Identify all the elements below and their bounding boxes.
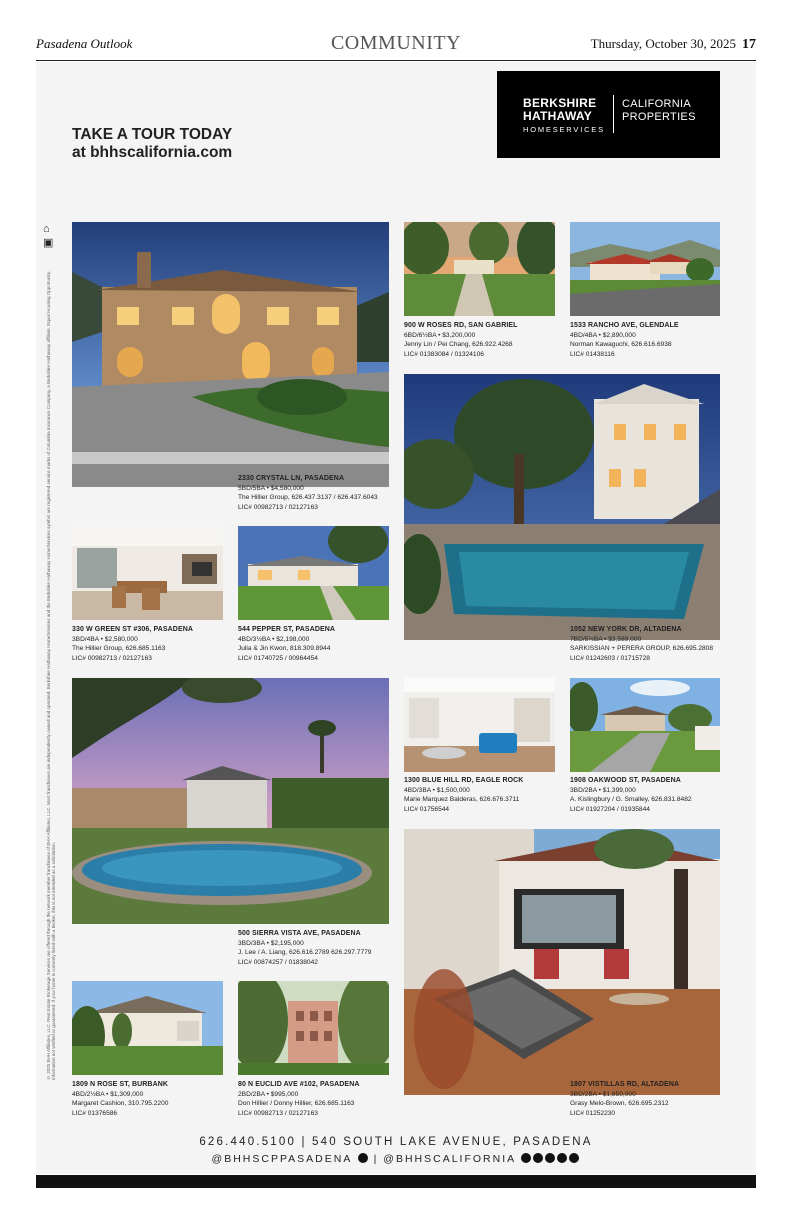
equal-housing-icon: ⌂ ▣ [43,223,54,249]
listing-specs: 4BD/3BA • $1,500,000 [404,786,470,794]
listing-agent: Norman Kawaguchi, 626.616.6938 [570,341,672,348]
pinterest-icon[interactable] [557,1153,567,1163]
listing-agent: A. Kislingbury / G. Smalley, 626.831.8482 [570,796,692,803]
legal-disclaimer [42,222,58,1082]
listing-caption [570,1080,679,1118]
listing-agent: Julia & Jin Kwon, 818.309.8944 [238,645,331,652]
listing-agent: Marie Marquez Balderas, 626.676.3711 [404,796,520,803]
listing-specs: 5BD/5BA • $4,580,000 [238,484,304,492]
social-handles [36,1153,756,1165]
listing-agent: Grasy Melo-Brown, 626.695.2312 [570,1100,669,1107]
listing-license: LIC# 00874257 / 01838042 [238,958,318,966]
listing-address: 330 W GREEN ST #306, PASADENA [72,626,194,633]
listing-address: 1300 BLUE HILL RD, EAGLE ROCK [404,777,524,784]
tour-callout [72,126,232,162]
disclaimer-text: © 2025 BHH Affiliates, LLC. Real Estate Brokerage Services are offered through the network member franchisees of BHH Affiliates, LLC. Most franchisees are independently owned and operated. Berkshire Hathaway HomeServices and the Berkshire Hathaway HomeServices symbol are registered service marks of Columbia Insurance Company, a Berkshire Hathaway affiliate. Equal Housing Opportunity. Information not verified or guaranteed. If your home is currently listed with a Broker, this is not intended as a solicitation. [46,271,56,1080]
listing-caption [238,1080,360,1118]
section-title: COMMUNITY [330,32,462,54]
logo-wordmark [523,97,605,136]
listing-license: LIC# 01252230 [570,1109,616,1117]
listing-caption [404,776,523,814]
listing-caption [238,474,378,512]
logo-line-1: BERKSHIRE [523,96,597,110]
handle-separator: | [373,1153,379,1165]
listing-caption [404,321,518,359]
listing-photo-crystal-ln[interactable] [72,222,389,487]
listing-license: LIC# 01376586 [72,1109,118,1117]
header-rule [36,60,756,61]
listing-license: LIC# 01438116 [570,350,615,358]
social-handle-california[interactable]: @BHHSCALIFORNIA [383,1153,516,1165]
listing-agent: Jenny Lin / Pei Chang, 626.922.4268 [404,341,513,348]
listing-specs: 6BD/6½BA • $3,200,000 [404,331,476,339]
listing-address: 80 N EUCLID AVE #102, PASADENA [238,1081,360,1088]
listing-photo-pepper-st[interactable] [238,526,389,620]
listing-specs: 4BD/3½BA • $2,198,000 [238,635,310,643]
listing-license: LIC# 01242603 / 01715728 [570,654,650,662]
listing-address: 1908 OAKWOOD ST, PASADENA [570,777,681,784]
listing-address: 544 PEPPER ST, PASADENA [238,626,336,633]
listing-address: 900 W ROSES RD, SAN GABRIEL [404,322,518,329]
instagram-icon[interactable] [358,1153,368,1163]
listing-address: 1807 VISTILLAS RD, ALTADENA [570,1081,680,1088]
listing-agent: The Hillier Group, 626.437.3137 / 626.437.6043 [238,494,378,501]
listing-specs: 3BD/2BA • $1,850,000 [570,1090,636,1098]
listing-specs: 4BD/2½BA • $1,309,000 [72,1090,144,1098]
listing-caption [72,625,193,663]
logo-right-2: PROPERTIES [622,111,696,123]
logo-right-1: CALIFORNIA [622,98,692,110]
tour-website-link[interactable]: at bhhscalifornia.com [72,144,233,161]
listing-photo-w-roses[interactable] [404,222,555,316]
logo-region [622,98,696,124]
listing-license: LIC# 01756544 [404,805,450,813]
logo-divider [613,95,614,133]
page-number: 17 [742,37,756,52]
listing-photo-sierra-vista[interactable] [72,678,389,924]
tour-line-1: TAKE A TOUR TODAY [72,126,233,143]
social-handle-pasadena[interactable]: @BHHSCPPASADENA [211,1153,352,1165]
listing-photo-oakwood-st[interactable] [570,678,720,772]
listing-address: 1533 RANCHO AVE, GLENDALE [570,322,679,329]
listing-license: LIC# 00982713 / 02127163 [72,654,152,662]
listing-license: LIC# 01927204 / 01935844 [570,805,650,813]
listing-specs: 2BD/2BA • $995,000 [238,1090,299,1098]
listing-license: LIC# 00982713 / 02127163 [238,503,318,511]
listing-specs: 3BD/4BA • $2,580,000 [72,635,138,643]
listing-specs: 4BD/4BA • $2,890,000 [570,331,636,339]
listing-specs: 7BD/5½BA • $3,589,000 [570,635,642,643]
listing-caption [570,625,713,663]
listing-caption [238,929,371,967]
listing-photo-vistillas-rd[interactable] [404,829,720,1095]
listing-license: LIC# 01383084 / 01324106 [404,350,484,358]
listing-photo-blue-hill-rd[interactable] [404,678,555,772]
listing-photo-rancho-ave[interactable] [570,222,720,316]
logo-line-3: HOMESERVICES [523,125,605,134]
listing-photo-euclid-ave[interactable] [238,981,389,1075]
listing-caption [570,776,692,814]
listing-agent: The Hillier Group, 626.685.1163 [72,645,166,652]
listing-caption [238,625,335,663]
twitter-icon[interactable] [545,1153,555,1163]
page-bottom-bar [36,1175,756,1188]
office-contact: 626.440.5100 | 540 SOUTH LAKE AVENUE, PASADENA [199,1136,593,1148]
listing-address: 1052 NEW YORK DR, ALTADENA [570,626,682,633]
listing-license: LIC# 00982713 / 02127163 [238,1109,318,1117]
listing-caption [570,321,679,359]
linkedin-icon[interactable] [533,1153,543,1163]
listing-photo-new-york-dr[interactable] [404,374,720,640]
listing-caption [72,1080,168,1118]
listing-license: LIC# 01740725 / 00964454 [238,654,318,662]
brand-logo [497,71,720,158]
listing-agent: Don Hillier / Donny Hillier, 626.685.1163 [238,1100,355,1107]
issue-date-text: Thursday, October 30, 2025 [590,36,736,51]
listing-photo-rose-st[interactable] [72,981,223,1075]
youtube-icon[interactable] [569,1153,579,1163]
listing-specs: 3BD/2BA • $1,399,000 [570,786,636,794]
listing-specs: 3BD/3BA • $2,195,000 [238,939,304,947]
issue-date [591,36,756,53]
listing-agent: SARKISSIAN + PERERA GROUP, 626.695.2808 [570,645,714,652]
listing-agent: J. Lee / A. Liang, 626.616.2789 626.297.7779 [238,949,372,956]
listing-photo-green-st[interactable] [72,526,223,620]
newspaper-name: Pasadena Outlook [36,36,133,51]
listing-agent: Margaret Cashion, 310.795.2200 [72,1100,169,1107]
listing-address: 1809 N ROSE ST, BURBANK [72,1081,169,1088]
logo-line-2: HATHAWAY [523,109,593,123]
listing-address: 2330 CRYSTAL LN, PASADENA [238,475,345,482]
listing-address: 500 SIERRA VISTA AVE, PASADENA [238,930,361,937]
facebook-icon[interactable] [521,1153,531,1163]
